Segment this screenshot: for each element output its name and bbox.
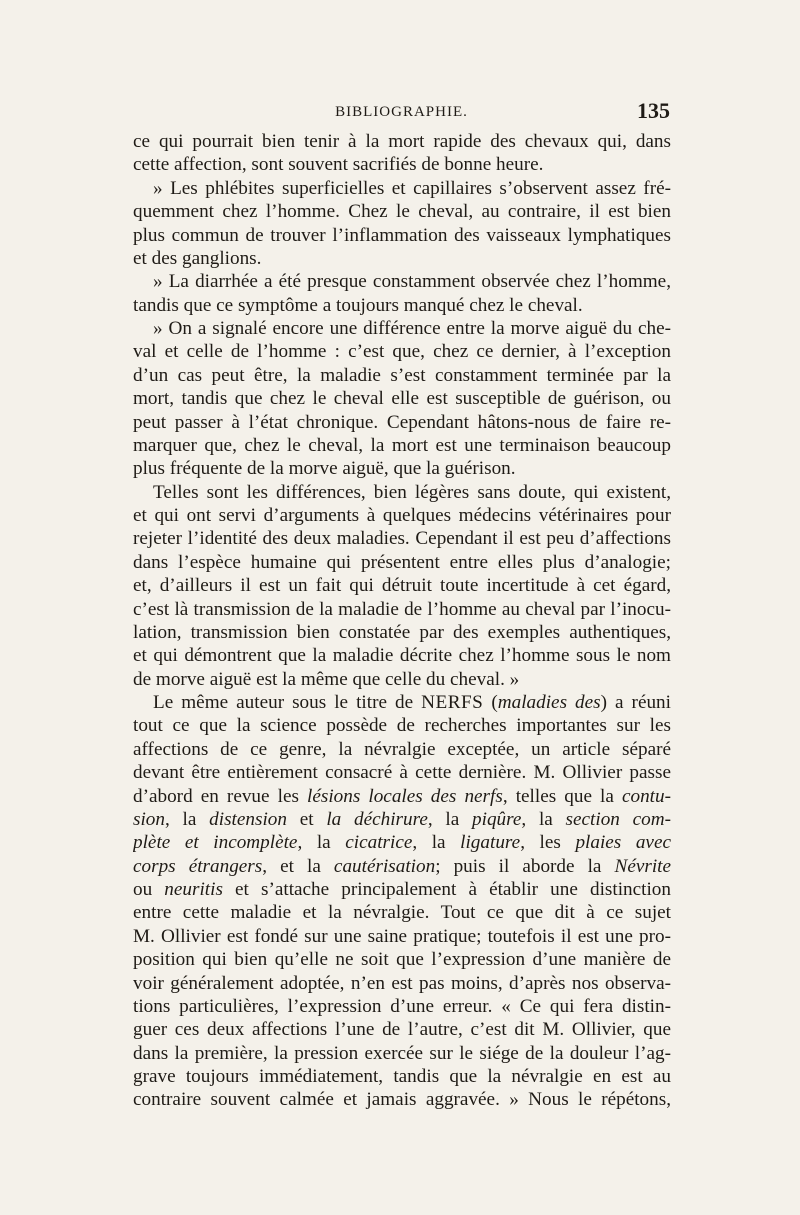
text-line: et, d’ailleurs il est un fait qui détruit toute incertitude à cet égard,	[133, 575, 671, 597]
italic-term: corps étrangers	[133, 855, 263, 877]
text-line: marquer que, chez le cheval, la mort est une terminaison beaucoup	[133, 434, 671, 456]
body-text	[133, 130, 671, 1112]
text-line: quemment chez l’homme. Chez le cheval, au contraire, il est bien	[133, 201, 671, 223]
text-line: contraire souvent calmée et jamais aggravée. » Nous le répétons,	[133, 1089, 671, 1111]
text-line: guer ces deux affections l’une de l’autre, c’est dit M. Ollivier, que	[133, 1019, 671, 1041]
text-line: plète et incomplète, la cicatrice, la ligature, les plaies avec	[133, 832, 671, 854]
text-line: devant être entièrement consacré à cette dernière. M. Ollivier passe	[133, 762, 671, 784]
text-line: rejeter l’identité des deux maladies. Cependant il est peu d’affections	[133, 528, 671, 550]
text-line: M. Ollivier est fondé sur une saine pratique; toutefois il est une pro-	[133, 925, 671, 947]
italic-term: Névrite	[614, 855, 671, 877]
text-line: grave toujours immédiatement, tandis que la névralgie en est au	[133, 1066, 671, 1087]
text-line: et des ganglions.	[133, 247, 262, 269]
text-line: tout ce que la science possède de recherches importantes sur les	[133, 715, 671, 737]
italic-term: maladies des	[497, 692, 601, 713]
text-line: Le même auteur sous le titre de NERFS (maladies des) a réuni	[153, 692, 671, 713]
italic-term: contu-	[621, 785, 671, 807]
page-header	[133, 98, 670, 126]
text-line: affections de ce genre, la névralgie exceptée, un article séparé	[133, 738, 671, 760]
text-line: Telles sont les différences, bien légères sans doute, qui existent,	[153, 481, 671, 503]
text-line: d’abord en revue les lésions locales des nerfs, telles que la contu-	[133, 785, 671, 807]
text-line: val et celle de l’homme : c’est que, chez ce dernier, à l’exception	[133, 341, 671, 363]
text-line: corps étrangers, et la cautérisation; puis il aborde la Névrite	[133, 855, 671, 877]
text-line: voir généralement adoptée, n’en est pas moins, d’après nos observa-	[133, 972, 671, 994]
italic-term: cicatrice	[345, 832, 413, 854]
text-line: tandis que ce symptôme a toujours manqué chez le cheval.	[133, 294, 583, 316]
text-line: » Les phlébites superficielles et capillaires s’observent assez fré-	[153, 177, 671, 199]
text-line: et qui démontrent que la maladie décrite chez l’homme sous le nom	[133, 645, 671, 667]
text-line: tions particulières, l’expression d’une erreur. « Ce qui fera distin-	[133, 995, 671, 1017]
text-line: ce qui pourrait bien tenir à la mort rapide des chevaux qui, dans	[133, 131, 671, 152]
text-line: et qui ont servi d’arguments à quelques médecins vétérinaires pour	[133, 505, 671, 526]
italic-term: la déchirure	[326, 808, 428, 830]
text-line: plus fréquente de la morve aiguë, que la guérison.	[133, 458, 516, 480]
italic-term: plaies avec	[575, 832, 671, 854]
text-line: c’est là transmission de la maladie de l’homme au cheval par l’inocu-	[133, 598, 671, 620]
text-line: d’un cas peut être, la maladie s’est constamment terminée par la	[133, 364, 671, 386]
italic-term: neuritis	[164, 879, 223, 900]
text-line: de morve aiguë est la même que celle du cheval. »	[133, 668, 520, 690]
text-line: dans la première, la pression exercée sur le siége de la douleur l’ag-	[133, 1042, 671, 1064]
page-number: 135	[637, 98, 670, 123]
text-line: ou neuritis et s’attache principalement à établir une distinction	[133, 879, 671, 900]
text-line: sion, la distension et la déchirure, la piqûre, la section com-	[133, 808, 671, 830]
italic-term: ligature	[460, 832, 521, 854]
italic-term: cautérisation	[333, 855, 436, 877]
text-line: dans l’espèce humaine qui présentent entre elles plus d’analogie;	[133, 551, 671, 573]
italic-term: plète et incomplète	[133, 832, 298, 854]
text-line: lation, transmission bien constatée par des exemples authentiques,	[133, 621, 671, 643]
text-line: plus commun de trouver l’inflammation des vaisseaux lymphatiques	[133, 224, 671, 246]
text-line: entre cette maladie et la névralgie. Tout ce que dit à ce sujet	[133, 902, 671, 924]
running-title: BIBLIOGRAPHIE.	[335, 104, 468, 120]
text-line: cette affection, sont souvent sacrifiés de bonne heure.	[133, 154, 544, 176]
text-line: peut passer à l’état chronique. Cependant hâtons-nous de faire re-	[133, 411, 671, 433]
italic-term: section com-	[565, 808, 671, 830]
italic-term: lésions locales des nerfs	[307, 785, 503, 807]
italic-term: distension	[209, 808, 287, 830]
text-line: » La diarrhée a été presque constamment observée chez l’homme,	[153, 271, 671, 293]
small-caps-term: NERFS	[421, 692, 484, 713]
text-line: » On a signalé encore une différence entre la morve aiguë du che-	[153, 318, 671, 339]
text-line: position qui bien qu’elle ne soit que l’expression d’une manière de	[133, 949, 671, 971]
italic-term: piqûre	[472, 808, 522, 830]
italic-term: sion	[133, 808, 165, 830]
text-line: mort, tandis que chez le cheval elle est susceptible de guérison, ou	[133, 388, 671, 410]
